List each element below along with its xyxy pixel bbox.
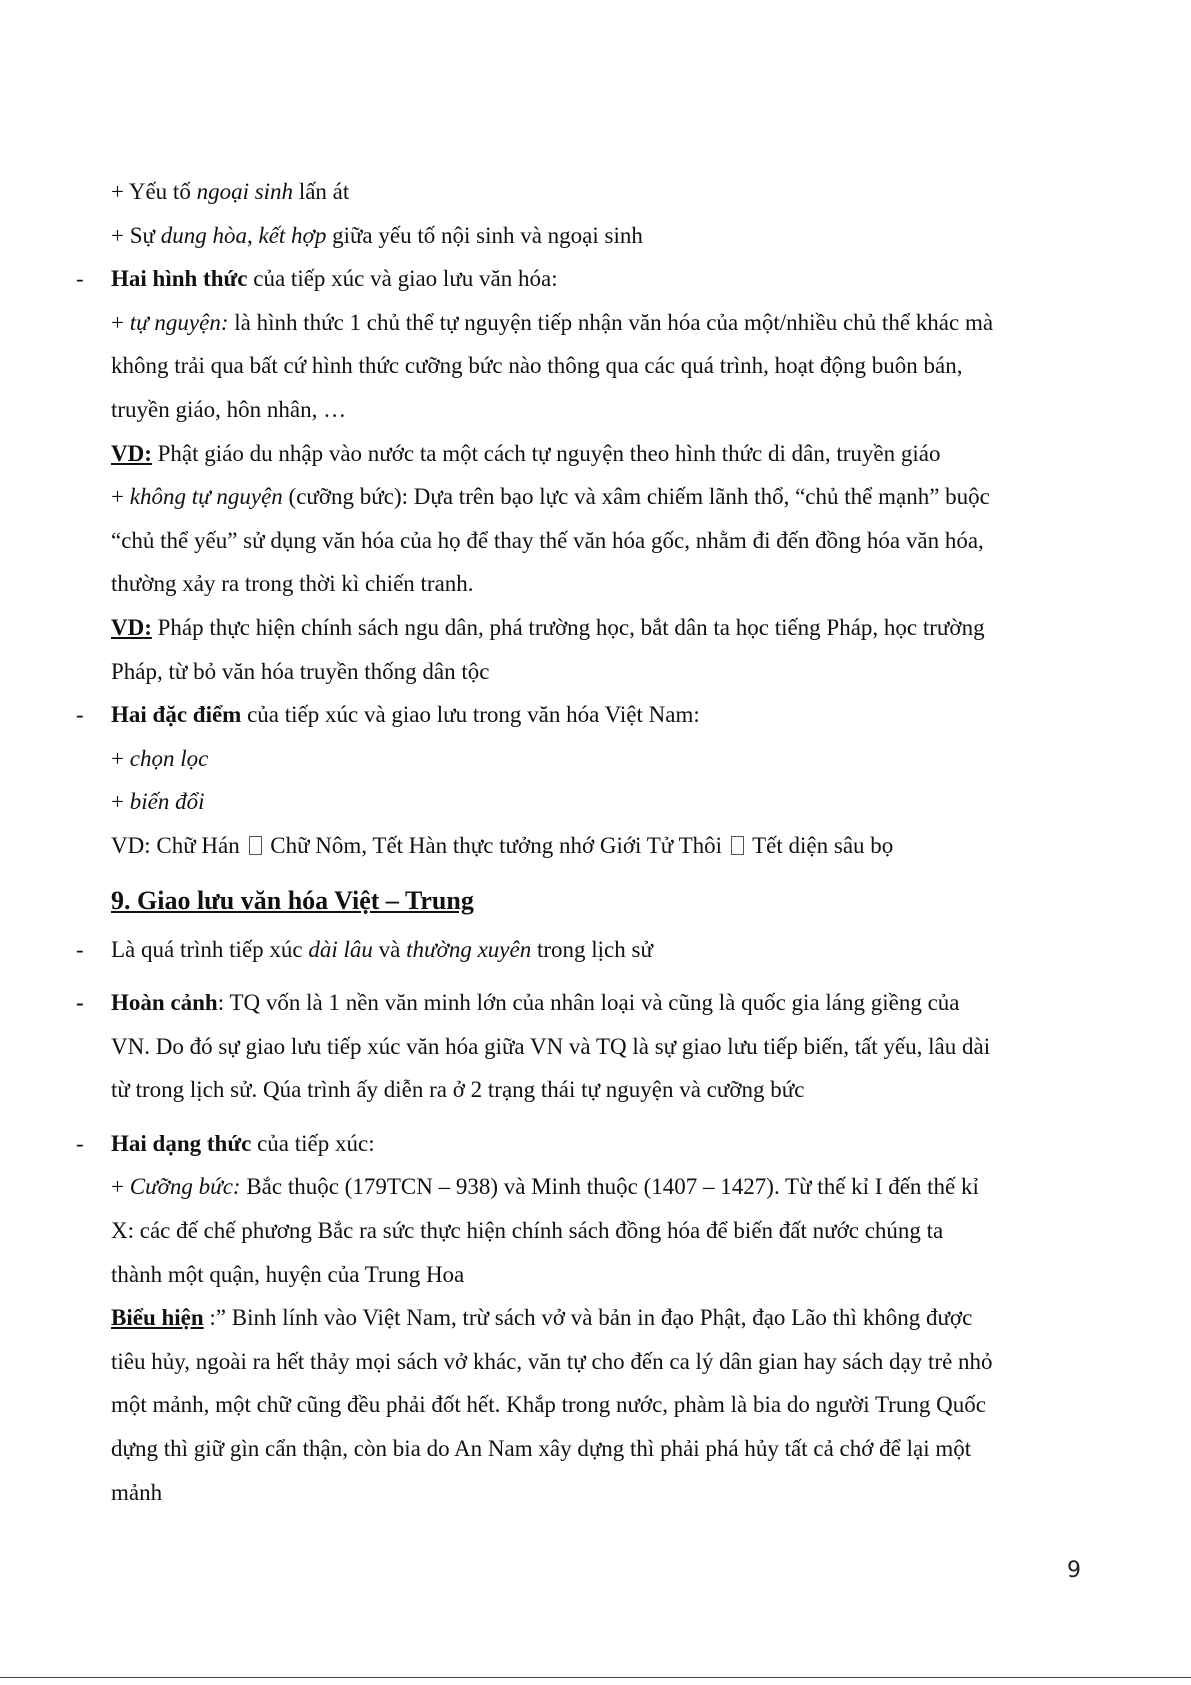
text-run: + [111, 484, 130, 510]
text-line [0, 1165, 1191, 1209]
bullet-dash: - [76, 702, 84, 728]
italic-text: không tự nguyện [129, 484, 283, 510]
text-run: , [246, 222, 259, 248]
text-line: không trải qua bất cứ hình thức cưỡng bức nào thông qua các quá trình, hoạt động buôn bán, [111, 353, 963, 379]
example-line [0, 1296, 1191, 1340]
text-line [0, 737, 1191, 781]
bold-text: Hai đặc điểm [111, 702, 242, 728]
text-run: và [372, 936, 407, 962]
footer-divider [0, 1677, 1191, 1678]
page-number: 9 [1067, 1558, 1081, 1583]
bold-text: Hai hình thức [111, 266, 248, 292]
text-line: VN. Do đó sự giao lưu tiếp xúc văn hóa giữa VN và TQ là sự giao lưu tiếp biến, tất yếu, lâu dài [111, 1033, 991, 1059]
text-run: Là quá trình tiếp xúc [111, 936, 309, 962]
text-line: tiêu hủy, ngoài ra hết thảy mọi sách vở khác, văn tự cho đến ca lý dân gian hay sách dạy trẻ nhỏ [111, 1348, 993, 1374]
example-label: VD: [111, 440, 152, 466]
text-run: VD: Chữ Hán [111, 832, 246, 858]
bullet-dash: - [76, 266, 84, 292]
text-run: + [111, 309, 130, 335]
text-line: “chủ thể yếu” sử dụng văn hóa của họ để thay thế văn hóa gốc, nhằm đi đến đồng hóa văn hóa, [111, 527, 984, 553]
text-line [0, 301, 1191, 345]
missing-glyph-box-icon [731, 836, 744, 855]
bullet-item [0, 693, 1191, 737]
text-run: Tết diện sâu bọ [746, 832, 894, 858]
text-line: Pháp, từ bỏ văn hóa truyền thống dân tộc [111, 658, 490, 684]
missing-glyph-box-icon [249, 836, 262, 855]
text-run: + [111, 789, 130, 815]
text-line: thành một quận, huyện của Trung Hoa [111, 1261, 465, 1287]
italic-text: Cưỡng bức: [129, 1174, 241, 1200]
text-run: Chữ Nôm, Tết Hàn thực tưởng nhớ Giới Tử Thôi [264, 832, 728, 858]
bullet-item [0, 981, 1191, 1025]
bullet-item [0, 257, 1191, 301]
expression-label: Biểu hiện [111, 1305, 204, 1331]
bold-text: Hai dạng thức [111, 1130, 252, 1156]
italic-text: kết hợp [258, 222, 327, 248]
text-run: của tiếp xúc: [251, 1130, 375, 1156]
italic-text: chọn lọc [129, 745, 209, 771]
bullet-dash: - [76, 936, 84, 962]
text-line: truyền giáo, hôn nhân, … [111, 396, 347, 422]
text-run: (cưỡng bức): Dựa trên bạo lực và xâm chiếm lãnh thổ, “chủ thể mạnh” buộc [282, 484, 990, 510]
example-label: VD: [111, 614, 152, 640]
section-heading: 9. Giao lưu văn hóa Việt – Trung [111, 885, 474, 915]
text-run: của tiếp xúc và giao lưu trong văn hóa Việt Nam: [241, 702, 700, 728]
italic-text: dài lâu [308, 936, 373, 962]
text-run: + [111, 745, 130, 771]
bullet-dash: - [76, 990, 84, 1016]
bullet-dash: - [76, 1130, 84, 1156]
text-run: + Yếu tố [111, 179, 197, 204]
italic-text: dung hòa [160, 222, 247, 248]
text-run: trong lịch sử [531, 936, 653, 962]
bold-text: Hoàn cảnh [111, 990, 218, 1016]
text-run: lấn át [293, 179, 350, 204]
text-line [0, 170, 1191, 214]
text-line: mảnh [111, 1479, 163, 1505]
text-line: một mảnh, một chữ cũng đều phải đốt hết. Khắp trong nước, phàm là bia do người Trung Quốc [111, 1392, 986, 1418]
text-run: giữa yếu tố nội sinh và ngoại sinh [326, 222, 643, 248]
text-run: :” Binh lính vào Việt Nam, trừ sách vở và bản in đạo Phật, đạo Lão thì không được [203, 1305, 973, 1331]
text-run: Phật giáo du nhập vào nước ta một cách tự nguyện theo hình thức di dân, truyền giáo [151, 440, 941, 466]
text-line: dựng thì giữ gìn cẩn thận, còn bia do An Nam xây dựng thì phải phá hủy tất cả chớ để lại một [111, 1436, 972, 1462]
example-line [0, 432, 1191, 476]
text-line: X: các đế chế phương Bắc ra sức thực hiện chính sách đồng hóa để biến đất nước chúng ta [111, 1218, 944, 1244]
text-run: của tiếp xúc và giao lưu văn hóa: [247, 266, 558, 292]
example-line [0, 824, 1191, 868]
bullet-item [0, 928, 1191, 972]
italic-text: biến đổi [129, 789, 205, 815]
text-line [0, 475, 1191, 519]
text-run: + [111, 1174, 130, 1200]
example-line [0, 606, 1191, 650]
text-run: : TQ vốn là 1 nền văn minh lớn của nhân loại và cũng là quốc gia láng giềng của [217, 990, 960, 1016]
text-run: là hình thức 1 chủ thể tự nguyện tiếp nhận văn hóa của một/nhiều chủ thể khác mà [228, 309, 994, 335]
page-content [0, 170, 1191, 1514]
text-line: từ trong lịch sử. Qúa trình ấy diễn ra ở 2 trạng thái tự nguyện và cưỡng bức [111, 1077, 805, 1103]
text-run: + Sự [111, 222, 161, 248]
text-run: Bắc thuộc (179TCN – 938) và Minh thuộc (1407 – 1427). Từ thế kỉ I đến thế kỉ [240, 1174, 979, 1200]
bullet-item [0, 1122, 1191, 1166]
italic-text: tự nguyện: [129, 309, 229, 335]
italic-text: ngoại sinh [196, 179, 294, 204]
text-line: thường xảy ra trong thời kì chiến tranh. [111, 571, 474, 597]
text-line [0, 780, 1191, 824]
italic-text: thường xuyên [406, 936, 532, 962]
text-run: Pháp thực hiện chính sách ngu dân, phá trường học, bắt dân ta học tiếng Pháp, học trường [151, 614, 985, 640]
text-line [0, 214, 1191, 258]
